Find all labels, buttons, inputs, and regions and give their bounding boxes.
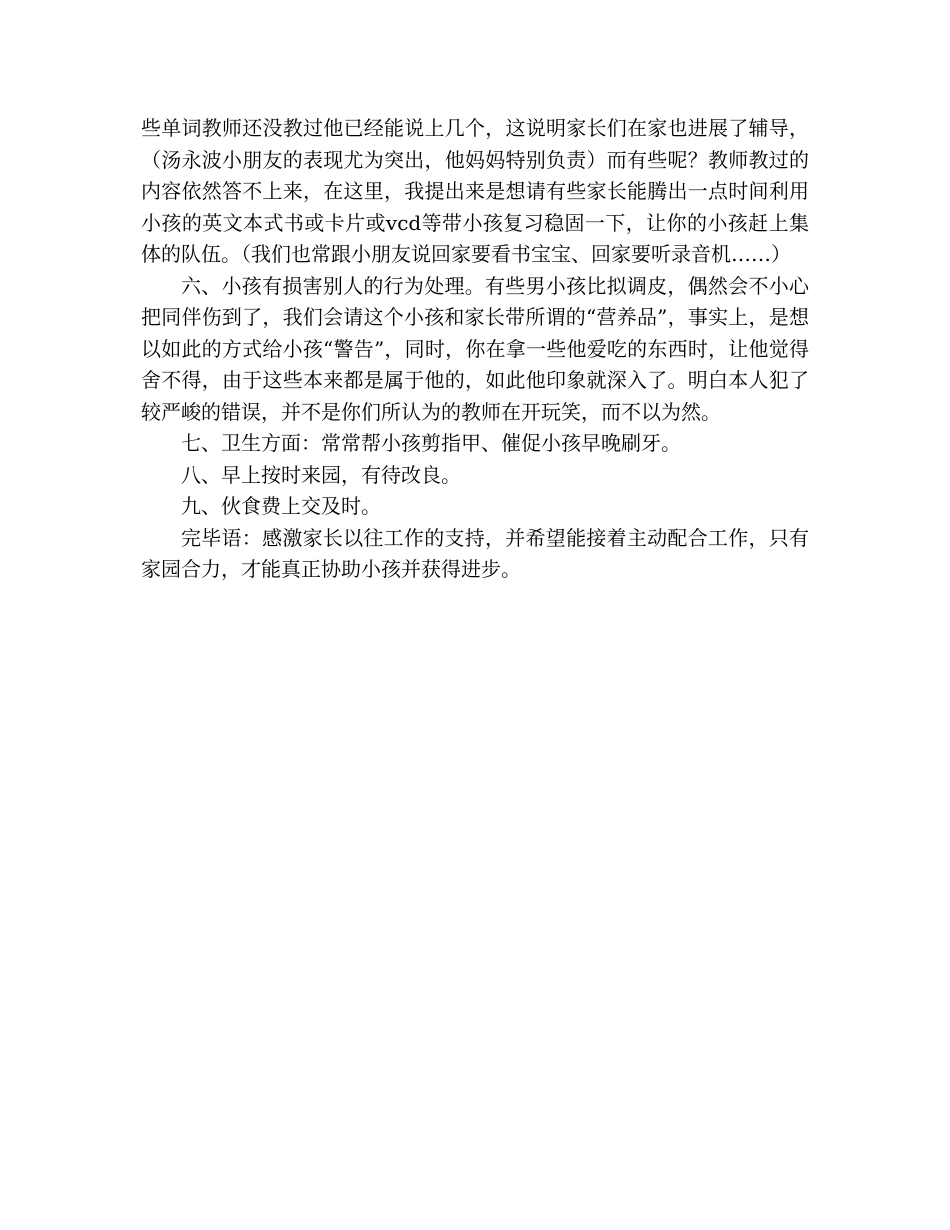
paragraph-item-nine: 九、伙食费上交及时。 <box>181 494 381 518</box>
paragraph-item-six: 六、小孩有损害别人的行为处理。有些男小孩比拟调皮，偶然会不小心把同伴伤到了，我们会请这个小孩和家长带所谓的“营养品”，事实上，是想以如此的方式给小孩“警告”，同时，你在拿一些他爱吃的东西时，让他觉得舍不得，由于这些本来都是属于他的，如此他印象就深入了。明白本人犯了较严峻的错误，并不是你们所认为的教师在开玩笑，而不以为然。 <box>141 273 809 424</box>
paragraph-continuation: 些单词教师还没教过他已经能说上几个，这说明家长们在家也进展了辅导，（汤永波小朋友的表现尤为突出，他妈妈特别负责）而有些呢？教师教过的内容依然答不上来，在这里，我提出来是想请有些家长能腾出一点时间利用小孩的英文本式书或卡片或vcd等带小孩复习稳固一下，让你的小孩赶上集体的队伍。（我们也常跟小朋友说回家要看书宝宝、回家要听录音机……） <box>141 116 809 266</box>
paragraph-closing: 完毕语：感激家长以往工作的支持，并希望能接着主动配合工作，只有家园合力，才能真正协助小孩并获得进步。 <box>141 525 809 581</box>
paragraph-item-seven: 七、卫生方面：常常帮小孩剪指甲、催促小孩早晚刷牙。 <box>181 431 681 455</box>
paragraph-item-eight: 八、早上按时来园，有待改良。 <box>181 462 461 487</box>
document-body <box>141 113 809 586</box>
